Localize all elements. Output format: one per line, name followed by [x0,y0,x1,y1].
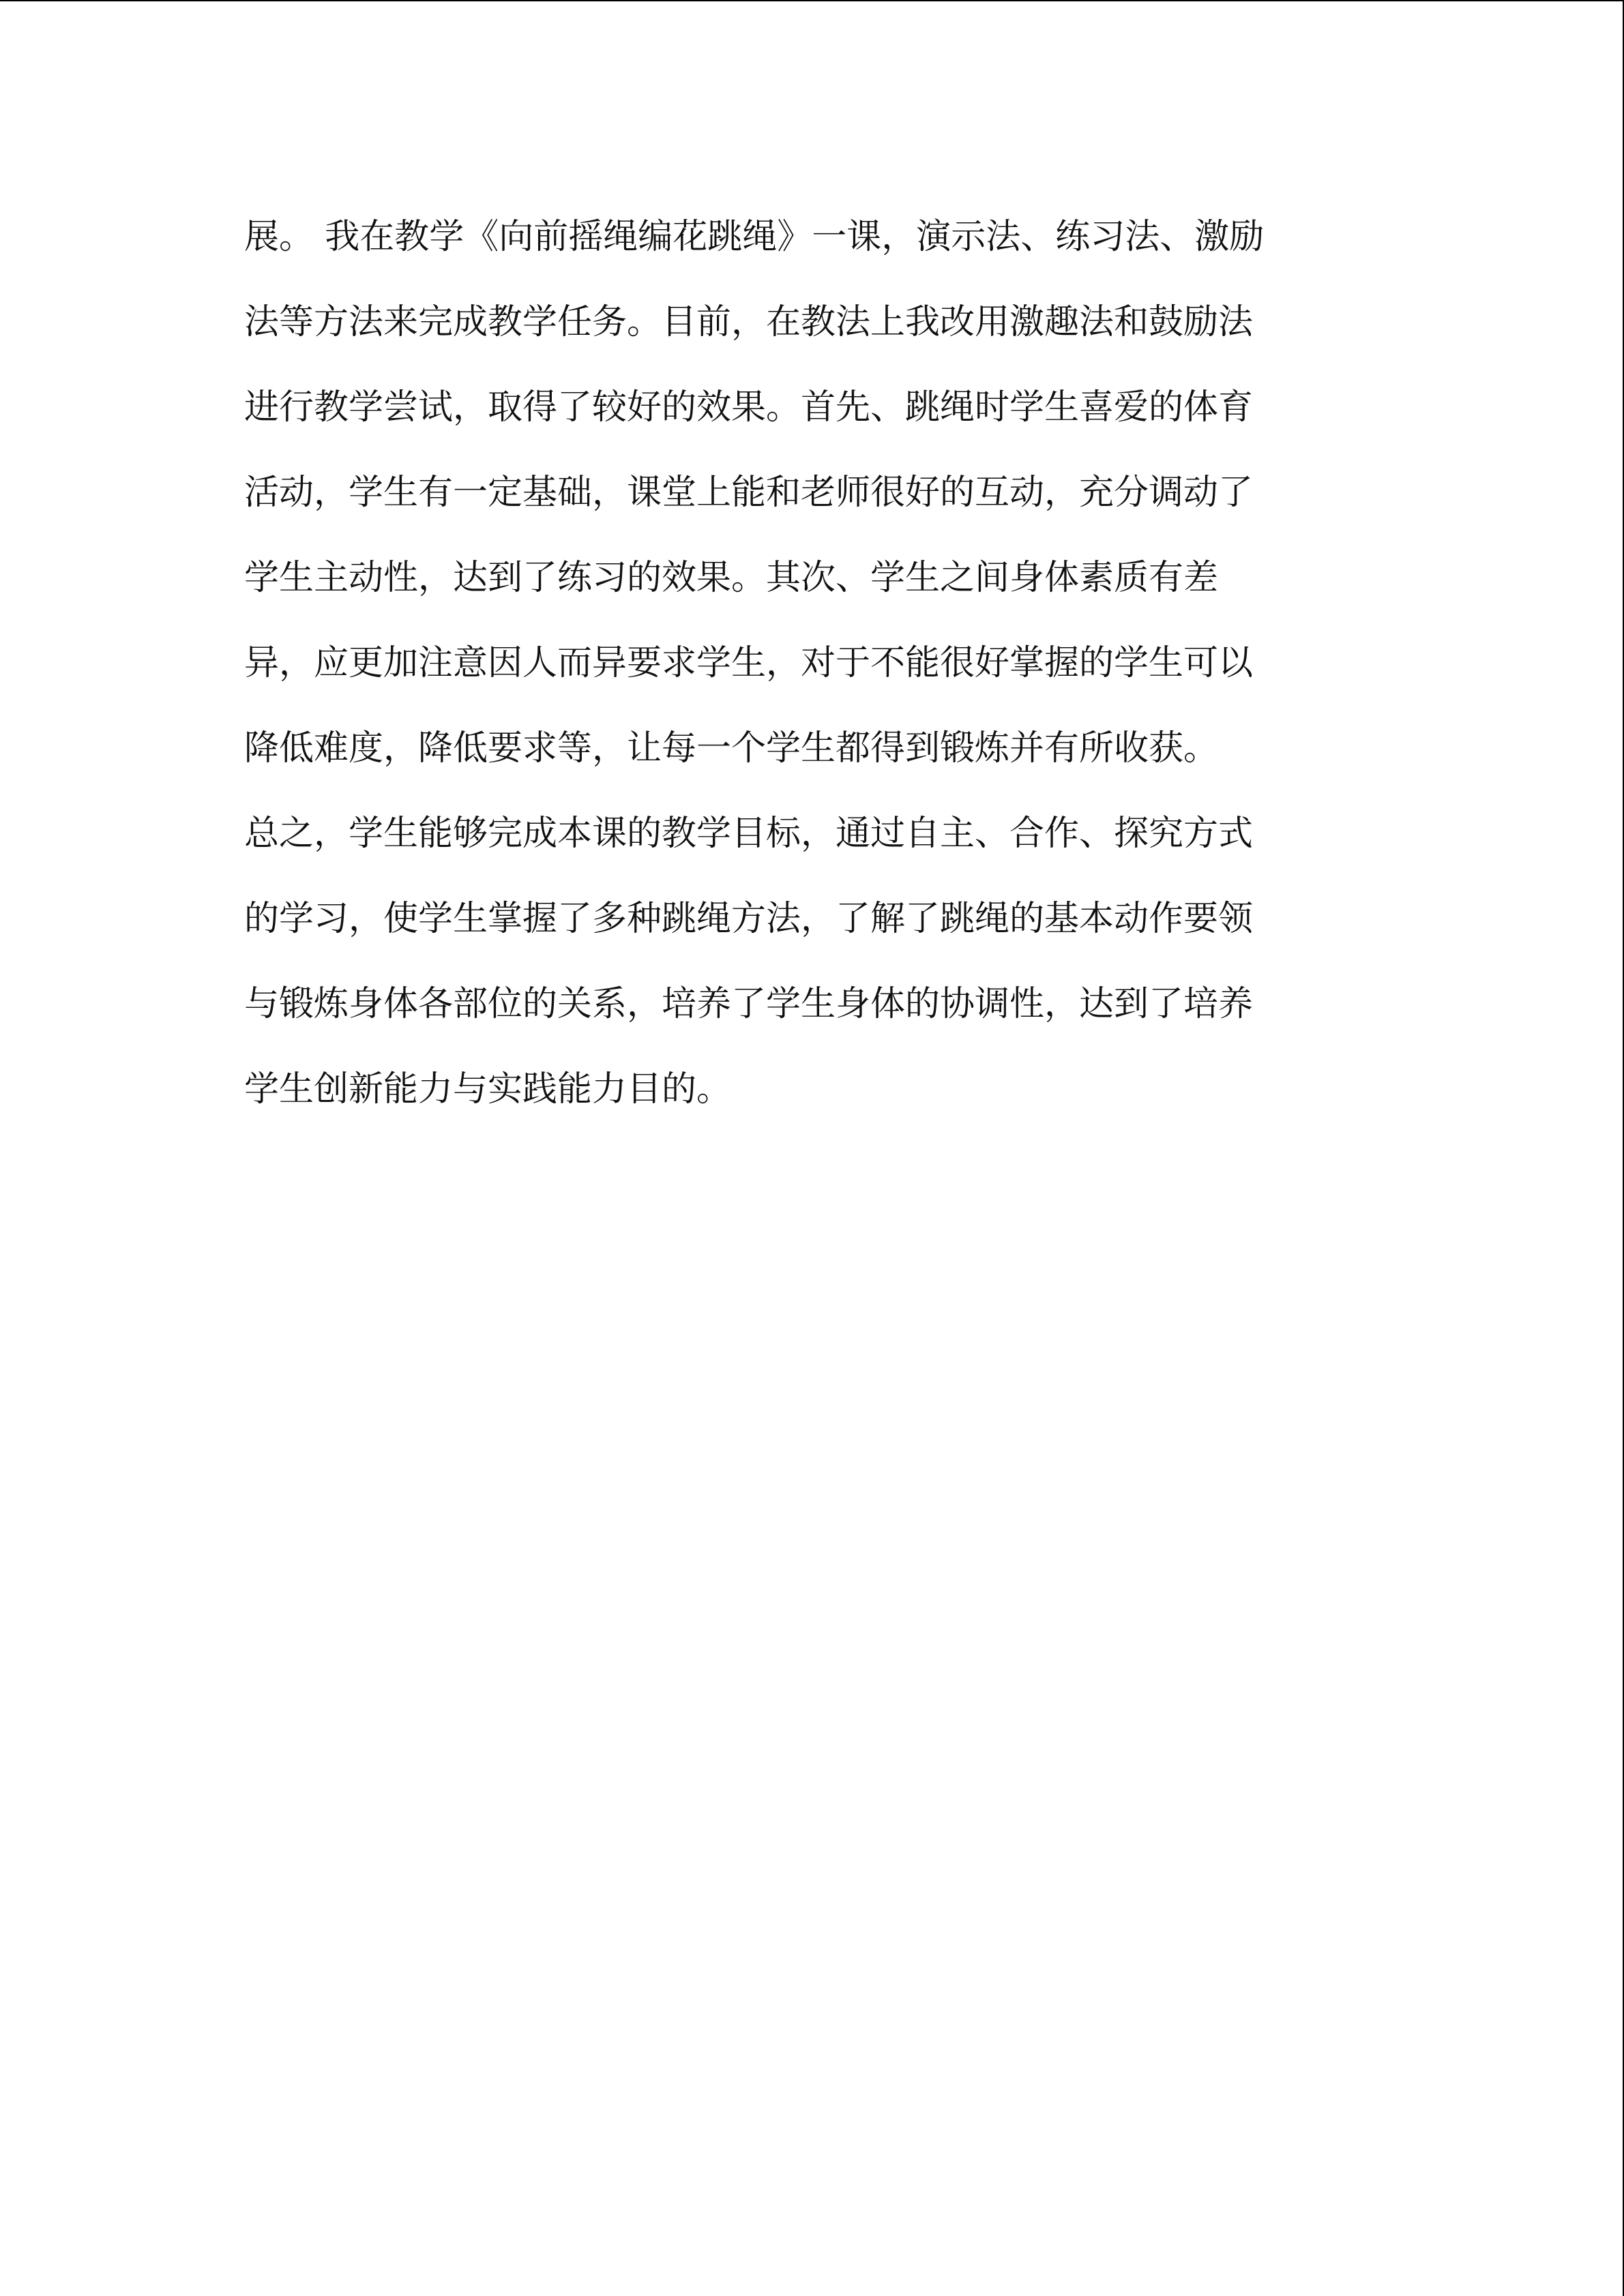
text-line: 与锻炼身体各部位的关系，培养了学生身体的协调性，达到了培养 [244,984,1254,1024]
text-line: 进行教学尝试，取得了较好的效果。首先、跳绳时学生喜爱的体育 [244,387,1254,428]
text-line: 的学习，使学生掌握了多种跳绳方法，了解了跳绳的基本动作要领 [244,899,1254,939]
text-line: 法等方法来完成教学任务。目前，在教法上我改用激趣法和鼓励法 [244,302,1254,342]
text-line: 总之，学生能够完成本课的教学目标，通过自主、合作、探究方式 [244,814,1254,854]
text-line: 展。 我在教学《向前摇绳编花跳绳》一课，演示法、练习法、激励 [244,217,1265,257]
text-line: 活动，学生有一定基础，课堂上能和老师很好的互动，充分调动了 [244,473,1254,513]
text-line: 降低难度，降低要求等，让每一个学生都得到锻炼并有所收获。 [244,728,1219,769]
text-line: 异，应更加注意因人而异要求学生，对于不能很好掌握的学生可以 [244,643,1254,683]
text-line: 学生主动性，达到了练习的效果。其次、学生之间身体素质有差 [244,558,1219,598]
body-text [244,213,1370,1150]
text-line: 学生创新能力与实践能力目的。 [244,1069,732,1109]
